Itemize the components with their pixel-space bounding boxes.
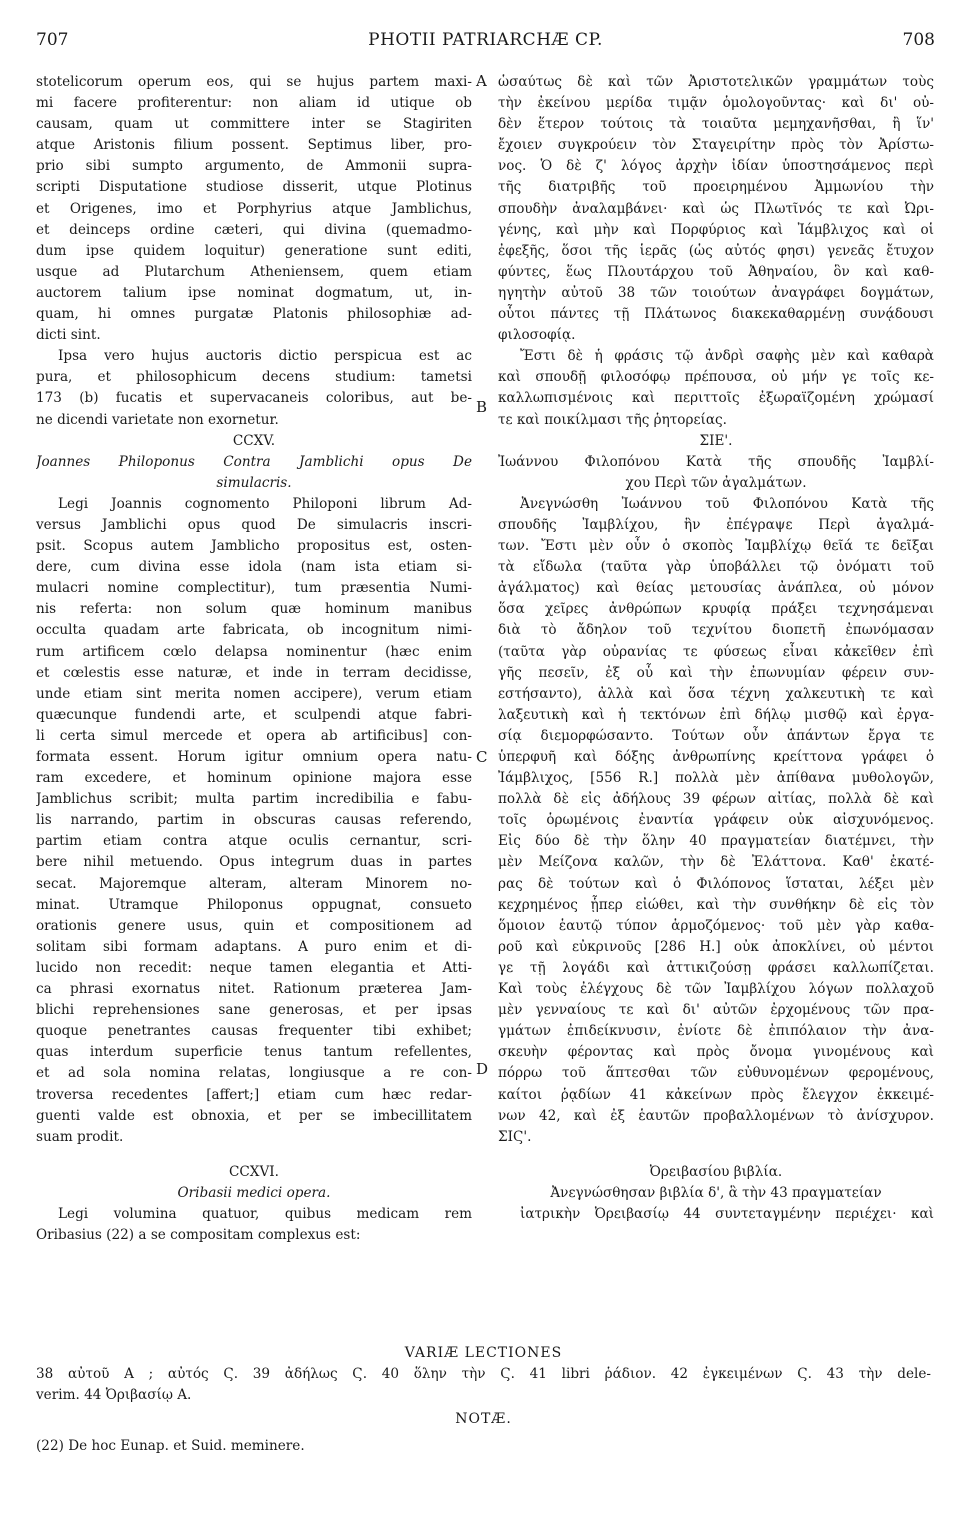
latin-text-line: ne dicendi varietate non exornetur. bbox=[36, 411, 279, 428]
greek-text-line: ὅμοιον ἑαυτῷ τύπον ἁρμοζόμενος· τοῦ μὲν γὰρ καθα- bbox=[498, 917, 934, 934]
greek-text-line: ἀγάλματος) καὶ θείας μετουσίας ἀνάπλεα, οὐ μόνον bbox=[498, 580, 934, 597]
latin-text-line: pura, et philosophicum decens studium: tametsi bbox=[36, 369, 472, 386]
greek-text-line: ὡσαύτως δὲ καὶ τῶν Ἀριστοτελικῶν γραμμάτων τοὺς bbox=[498, 74, 934, 90]
greek-text-line: ἐφεξῆς, ὅσοι τῆς ἱερᾶς (ὡς αὐτός φησι) γενεᾶς ἔτυχον bbox=[498, 242, 934, 259]
latin-text-line: causam, quam ut committere inter se Stagiriten bbox=[36, 116, 472, 133]
latin-text-line: dicti sint. bbox=[36, 327, 101, 344]
notae-heading: NOTÆ. bbox=[455, 1411, 512, 1427]
latin-text-line: ram excedere, et hominum opinione majora esse bbox=[36, 770, 472, 787]
greek-text-line: καλλωπισμένοις καὶ περιττοῖς ἐξωραϊζομένη χρώμασί bbox=[498, 390, 934, 407]
latin-text-line: quoque penetrantes causas frequenter tibi exhibet; bbox=[36, 1023, 472, 1040]
greek-text-line: χου Περὶ τῶν ἀγαλμάτων. bbox=[625, 474, 807, 491]
greek-text-line: πολλὰ δὲ εἰς ἀδήλους 39 φέρων αἰτίας, πολλὰ δὲ καὶ bbox=[498, 791, 934, 808]
latin-text-line: minat. Utramque Philoponus oppugnat, consueto bbox=[36, 896, 472, 913]
greek-text-line: σκευὴν φέροντας καὶ πρὸς ὄνομα γινομένους καὶ bbox=[498, 1044, 934, 1061]
note-line: (22) De hoc Eunap. et Suid. meminere. bbox=[36, 1438, 305, 1454]
latin-text-line: Joannes Philoponus Contra Jamblichi opus De bbox=[36, 453, 472, 470]
latin-text-line: secat. Majoremque alteram, alteram Minorem no- bbox=[36, 875, 472, 892]
greek-text-line: Ἰωάννου Φιλοπόνου Κατὰ τῆς σπουδῆς Ἰαμβλί- bbox=[498, 453, 934, 470]
latin-column bbox=[36, 72, 472, 1246]
latin-text-line: bere nihil metuendo. Opus integrum duas in partes bbox=[36, 854, 472, 871]
latin-text-line: nis referta: non solum quæ hominum manibus bbox=[36, 601, 472, 618]
greek-text-line: Ἀνεγνώσθησαν βιβλία δ', ἃ τὴν 43 πραγματείαν bbox=[550, 1184, 882, 1201]
latin-text-line: orationis genere usus, quin et compositionem ad bbox=[36, 917, 472, 934]
latin-text-line: Ipsa vero hujus auctoris dictio perspicua est ac bbox=[58, 348, 472, 365]
latin-text-line: li certa simul mercede et opera ab artificibus] con- bbox=[36, 727, 472, 744]
latin-text-line: unde etiam sint merita nomen accipere), verum etiam bbox=[36, 685, 472, 702]
latin-text-line: Legi Joannis cognomento Philoponi librum Ad- bbox=[58, 495, 472, 512]
greek-text-line: των. Ἔστι μὲν οὖν ὁ σκοπὸς Ἰαμβλίχῳ θεῖά τε δεῖξαι bbox=[498, 538, 934, 555]
greek-text-line: κεχρημένος ᾗπερ εἰώθει, καὶ τὴν συνθήκην δὲ εἰς τὸν bbox=[498, 896, 934, 913]
latin-text-line: solitam sibi formam adaptans. A puro enim et di- bbox=[36, 938, 472, 955]
greek-text-line: ὅσα χεῖρες ἀνθρώπων κρυφίᾳ πράξει τεχνησάμεναι bbox=[498, 601, 934, 618]
greek-text-line: ρας δὲ τούτων καὶ ὁ Φιλόπονος ἵσταται, λέξει μὲν bbox=[498, 875, 934, 892]
latin-text-line: suam prodit. bbox=[36, 1128, 124, 1145]
latin-text-line: partim etiam contra atque oculis cernantur, scri- bbox=[36, 833, 472, 850]
latin-text-line: mi facere profiterentur: non aliam id utique ob bbox=[36, 95, 472, 112]
latin-text-line: simulacris. bbox=[216, 474, 292, 491]
latin-text-line: CCXVI. bbox=[229, 1163, 279, 1180]
greek-text-line: ηγητὴν αὐτοῦ 38 τῶν τοιούτων ἀναγράφει δογμάτων, bbox=[498, 284, 934, 301]
margin-letter-a: A bbox=[476, 72, 487, 90]
greek-text-line: τὴν ἐκείνου μερίδα τιμᾷν ὁμολογοῦντας· καὶ δι' οὐ- bbox=[498, 95, 934, 112]
latin-text-line: troversa recedentes [affert;] etiam cum hæc redar- bbox=[36, 1086, 472, 1103]
running-header bbox=[36, 30, 935, 56]
latin-text-line: quæcunque fundendi arte, et sculpendi atque fabri- bbox=[36, 706, 472, 723]
latin-text-line: scripti Disputatione studiose disserit, utque Plotinus bbox=[36, 179, 472, 196]
margin-letter-c: C bbox=[476, 748, 488, 766]
variae-line: verim. 44 Ὀριβασίῳ A. bbox=[36, 1387, 192, 1403]
latin-text-line: ca phrasi exornatus nitet. Rationum præterea Jam- bbox=[36, 981, 472, 998]
greek-text-line: νων 42, καὶ ἐξ ἑαυτῶν προβαλλομένων τὸ ἀνίσχυρον. bbox=[498, 1107, 934, 1124]
greek-text-line: Ὀρειβασίου βιβλία. bbox=[649, 1163, 783, 1180]
greek-text-line: τε καὶ ποικίλμασι τῆς ῥητορείας. bbox=[498, 411, 727, 428]
greek-text-line: σπουδῆς Ἰαμβλίχου, ἣν ἐπέγραψε Περὶ ἀγαλμά- bbox=[498, 516, 934, 533]
latin-text-line: guenti valde est obnoxia, et per se imbecillitatem bbox=[36, 1107, 472, 1124]
greek-text-line: Εἰς δύο δὲ τὴν ὅλην 40 πραγματείαν διατέμνει, τὴν bbox=[498, 833, 934, 850]
latin-text-line: quas interdum superficie tenus tantum refellentes, bbox=[36, 1044, 472, 1061]
variae-lectiones bbox=[36, 1342, 931, 1406]
latin-text-line: CCXV. bbox=[232, 432, 276, 449]
greek-text-line: ροῦ καὶ εὐκρινοῦς [286 H.] οὐκ ἀποκλίνει, οὐ μέντοι bbox=[498, 938, 934, 955]
latin-text-line: Oribasius (22) a se compositam complexus est: bbox=[36, 1227, 361, 1244]
greek-text-line: Καὶ τοὺς ἐλέγχους δὲ τῶν Ἰαμβλίχου λόγων πολλαχοῦ bbox=[498, 981, 934, 998]
latin-text-line: rum artificem cœlo delapsa nominentur (hæc enim bbox=[36, 643, 472, 660]
latin-text-line: lis narrando, partim in obscuras causas referendo, bbox=[36, 812, 472, 829]
greek-text-line: σπουδὴν ἀναλαμβάνει· καὶ ὡς Πλωτῖνός τε καὶ Ὠρι- bbox=[498, 200, 934, 217]
greek-text-line: δὲν ἕτερον τούτοις τὰ τοιαῦτα μεμηχανῆσθαι, ἢ ἵν' bbox=[498, 116, 934, 133]
greek-text-line: γένης, καὶ μὴν καὶ Πορφύριος καὶ Ἰάμβλιχος καὶ οἱ bbox=[498, 221, 934, 238]
variae-line: 38 αὐτοῦ A ; αὐτός Ϛ. 39 ἀδήλως Ϛ. 40 ὅλην τὴν Ϛ. 41 libri ῥάδιον. 42 ἐγκειμένων Ϛ. 43 τὴν dele- bbox=[36, 1366, 931, 1382]
greek-text-line: Ἔστι δὲ ἡ φράσις τῷ ἀνδρὶ σαφὴς μὲν καὶ καθαρὰ bbox=[520, 348, 934, 365]
latin-text-line: usque ad Plutarchum Atheniensem, quem etiam bbox=[36, 263, 472, 280]
notae bbox=[36, 1408, 931, 1457]
latin-text-line: mulacri nomine complectitur), tum præsentia Numi- bbox=[36, 580, 472, 597]
latin-text-line: versus Jamblichi opus quod De simulacris inscri- bbox=[36, 516, 472, 533]
latin-text-line: formata essent. Horum igitur omnium opera natu- bbox=[36, 749, 472, 765]
greek-text-line: ΣΙΕ'. bbox=[699, 432, 733, 449]
greek-text-line: πόρρω τοῦ ἅπτεσθαι τῶν εὐθυνομένων φερομένους, bbox=[498, 1065, 934, 1082]
greek-text-line: ΣΙϚ'. bbox=[498, 1128, 532, 1145]
greek-text-line: καίτοι ῥᾳδίων 41 κἀκείνων πρὸς ἔλεγχον ἐκκειμέ- bbox=[498, 1086, 934, 1103]
latin-text-line: auctorem talium ipse nominat dogmatum, ut, in- bbox=[36, 284, 472, 301]
latin-text-line: Legi volumina quatuor, quibus medicam rem bbox=[58, 1205, 472, 1222]
greek-text-line: λαξευτικὴ καὶ ἡ τεκτόνων ἐπὶ δήλῳ μισθῷ καὶ ἐργα- bbox=[498, 706, 934, 723]
latin-text-line: et deinceps ordine cæteri, qui divina (quemadmo- bbox=[36, 221, 472, 238]
latin-text-line: et ad sola nomina relatas, longiusque a re con- bbox=[36, 1065, 472, 1082]
latin-text-line: Oribasii medici opera. bbox=[177, 1184, 331, 1201]
greek-text-line: διὰ τὸ ἄδηλον τοῦ τεχνίτου διοπετῆ ἐπωνόμασαν bbox=[498, 622, 934, 639]
greek-text-line: φιλοσοφίᾳ. bbox=[498, 327, 576, 344]
margin-letter-b: B bbox=[476, 398, 488, 416]
greek-text-line: μὲν γενναίους τε καὶ δι' αὐτῶν ἐρχομένους τῶν πρα- bbox=[498, 1002, 934, 1019]
greek-text-line: γῆς πεσεῖν, ἐξ οὗ καὶ τὴν ἐπωνυμίαν φέρειν συν- bbox=[498, 664, 934, 681]
greek-text-line: καὶ σπουδῇ φιλοσόφῳ πρέπουσα, οὐ μήν γε τοῖς κε- bbox=[498, 369, 934, 386]
greek-text-line: φύντες, ἕως Πλουτάρχου τοῦ Ἀθηναίου, ὃν καὶ καθ- bbox=[498, 263, 934, 280]
latin-text-line: dere, cum divina esse idola (nam ista etiam si- bbox=[36, 559, 472, 576]
page-number-right: 708 bbox=[902, 30, 935, 50]
greek-text-line: Ἰάμβλιχος, [556 R.] πολλὰ μὲν ἀπίθανα μυθολογῶν, bbox=[498, 770, 934, 787]
greek-text-line: σίᾳ διεμορφώσαντο. Τούτων οὖν ἁπάντων ἔργα τε bbox=[498, 727, 934, 744]
latin-text-line: psit. Scopus autem Jamblicho propositus est, osten- bbox=[36, 538, 472, 555]
latin-text-line: quam, hi omnes purgatæ Platonis philosophiæ ad- bbox=[36, 306, 472, 323]
greek-text-line: Ἀνεγνώσθη Ἰωάννου τοῦ Φιλοπόνου Κατὰ τῆς bbox=[520, 495, 934, 512]
greek-text-line: ἔχοιεν συγκρούειν τὸν Σταγειρίτην πρὸς τὸν Ἀρίστω- bbox=[498, 137, 934, 154]
page-title: PHOTII PATRIARCHÆ CP. bbox=[368, 30, 603, 50]
latin-text-line: blichi reprehensiones sane generosas, et per ipsas bbox=[36, 1002, 472, 1019]
greek-text-line: μὲν Μείζονα καλῶν, τὴν δὲ Ἐλάττονα. Καθ' ἑκατέ- bbox=[498, 854, 934, 871]
greek-text-line: οὗτοι πάντες τῇ Πλάτωνος διακεκαθαρμένῃ συνᾴδουσι bbox=[498, 306, 934, 323]
latin-text-line: et cœlestis esse naturæ, et inde in terram decidisse, bbox=[36, 664, 472, 681]
page-number-left: 707 bbox=[36, 30, 69, 50]
latin-text-line: stotelicorum operum eos, qui se hujus partem maxi- bbox=[36, 74, 472, 90]
latin-text-line: Jamblichus scribit; multa partim incredibilia e fabu- bbox=[36, 791, 472, 808]
greek-text-line: γμάτων ἐπιδείκνυσιν, ἐνίοτε δὲ ἐπιπόλαιον τὴν ἀνα- bbox=[498, 1023, 934, 1040]
latin-text-line: dum ipse quidem loquitur) generatione sunt editi, bbox=[36, 242, 472, 259]
latin-text-line: lucido non recedit: neque tamen elegantia et Atti- bbox=[36, 959, 472, 976]
greek-text-line: νος. Ὁ δὲ ζ' λόγος ἀρχὴν ἰδίαν ὑποστησάμενος περὶ bbox=[498, 158, 934, 175]
greek-text-line: (ταῦτα γὰρ οὐρανίας τε φύσεως εἶναι κἀκεῖθεν ἐπὶ bbox=[498, 643, 934, 660]
greek-text-line: τὰ εἴδωλα (ταῦτα γὰρ ὑποβάλλει τῷ ὀνόματι τοῦ bbox=[498, 559, 934, 576]
margin-letter-d: D bbox=[476, 1060, 489, 1078]
greek-text-line: ὑπερφυῆ καὶ δόξης ἀνθρωπίνης κρείττονα γράφει ὁ bbox=[498, 749, 934, 765]
greek-column bbox=[498, 72, 934, 1225]
latin-text-line: prio sibi sumpto argumento, de Ammonii supra- bbox=[36, 158, 472, 175]
greek-text-line: τοῖς ὁρωμένοις ἐναντία γράφειν οὐκ αἰσχυνόμενος. bbox=[498, 812, 934, 829]
latin-text-line: atque Aristonis filium possent. Septimus liber, pro- bbox=[36, 137, 472, 154]
greek-text-line: ἰατρικὴν Ὀρειβασίῳ 44 συντεταγμένην περιέχει· καὶ bbox=[520, 1205, 934, 1222]
greek-text-line: γε τῇ λογάδι καὶ ἀττικιζούσῃ φράσει καλλωπίζεται. bbox=[498, 959, 934, 976]
latin-text-line: 173 (b) fucatis et supervacaneis coloribus, aut be- bbox=[36, 390, 472, 407]
latin-text-line: occulta quadam arte fabricata, ob incognitum nimi- bbox=[36, 622, 472, 639]
latin-text-line: et Origenes, imo et Porphyrius atque Jamblichus, bbox=[36, 200, 472, 217]
greek-text-line: εστήσαντο), ἀλλὰ καὶ ὅσα τέχνη χαλκευτικὴ τε καὶ bbox=[498, 685, 934, 702]
greek-text-line: τῆς διατριβῆς τοῦ προειρημένου Ἀμμωνίου τὴν bbox=[498, 179, 934, 196]
variae-heading: VARIÆ LECTIONES bbox=[404, 1345, 563, 1361]
